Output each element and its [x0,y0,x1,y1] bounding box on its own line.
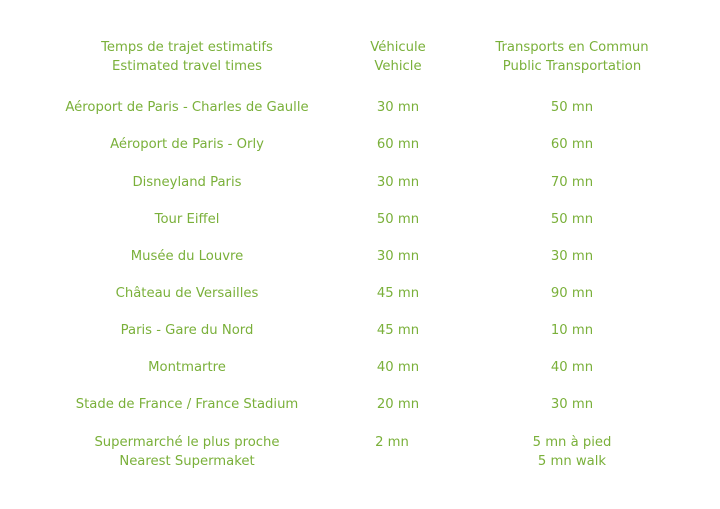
supermarket-place-fr: Supermarché le plus proche [94,435,280,450]
row-vehicle-time: 30 mn [376,100,420,115]
row-vehicle-time: 45 mn [376,323,420,338]
row-vehicle-time: 30 mn [376,249,420,264]
supermarket-place-en: Nearest Supermaket [119,454,255,469]
supermarket-transit [460,433,684,471]
row-transit-time: 90 mn [550,286,594,301]
row-transit-time: 10 mn [550,323,594,338]
row-vehicle-time: 45 mn [376,286,420,301]
row-vehicle-time: 60 mn [376,137,420,152]
row-place: Paris - Gare du Nord [120,323,254,338]
row-vehicle-time: 30 mn [376,175,420,190]
header-vehicle-fr: Véhicule [370,40,426,55]
header-vehicle [342,38,454,76]
row-transit-time: 30 mn [550,249,594,264]
row-place: Château de Versailles [115,286,259,301]
supermarket-transit-en: 5 mn walk [537,454,607,469]
row-transit-time: 30 mn [550,397,594,412]
row-place: Disneyland Paris [132,175,242,190]
row-vehicle-time: 50 mn [376,212,420,227]
row-place: Aéroport de Paris - Charles de Gaulle [65,100,309,115]
row-place: Tour Eiffel [154,212,220,227]
supermarket-transit-fr: 5 mn à pied [532,435,612,450]
row-place: Montmartre [148,360,226,375]
header-vehicle-en: Vehicle [374,59,422,74]
supermarket-place [32,433,342,471]
row-place: Musée du Louvre [130,249,244,264]
header-place [32,38,342,76]
header-transit-en: Public Transportation [502,59,642,74]
row-vehicle-time: 40 mn [376,360,420,375]
header-place-fr: Temps de trajet estimatifs [101,40,273,55]
row-vehicle-time: 20 mn [376,397,420,412]
row-transit-time: 40 mn [550,360,594,375]
row-transit-time: 60 mn [550,137,594,152]
header-transit [460,38,684,76]
row-place: Stade de France / France Stadium [75,397,299,412]
row-transit-time: 50 mn [550,100,594,115]
header-place-en: Estimated travel times [112,59,262,74]
row-transit-time: 70 mn [550,175,594,190]
supermarket-vehicle-time: 2 mn [375,435,409,450]
row-transit-time: 50 mn [550,212,594,227]
row-place: Aéroport de Paris - Orly [110,137,264,152]
header-transit-fr: Transports en Commun [495,40,649,55]
